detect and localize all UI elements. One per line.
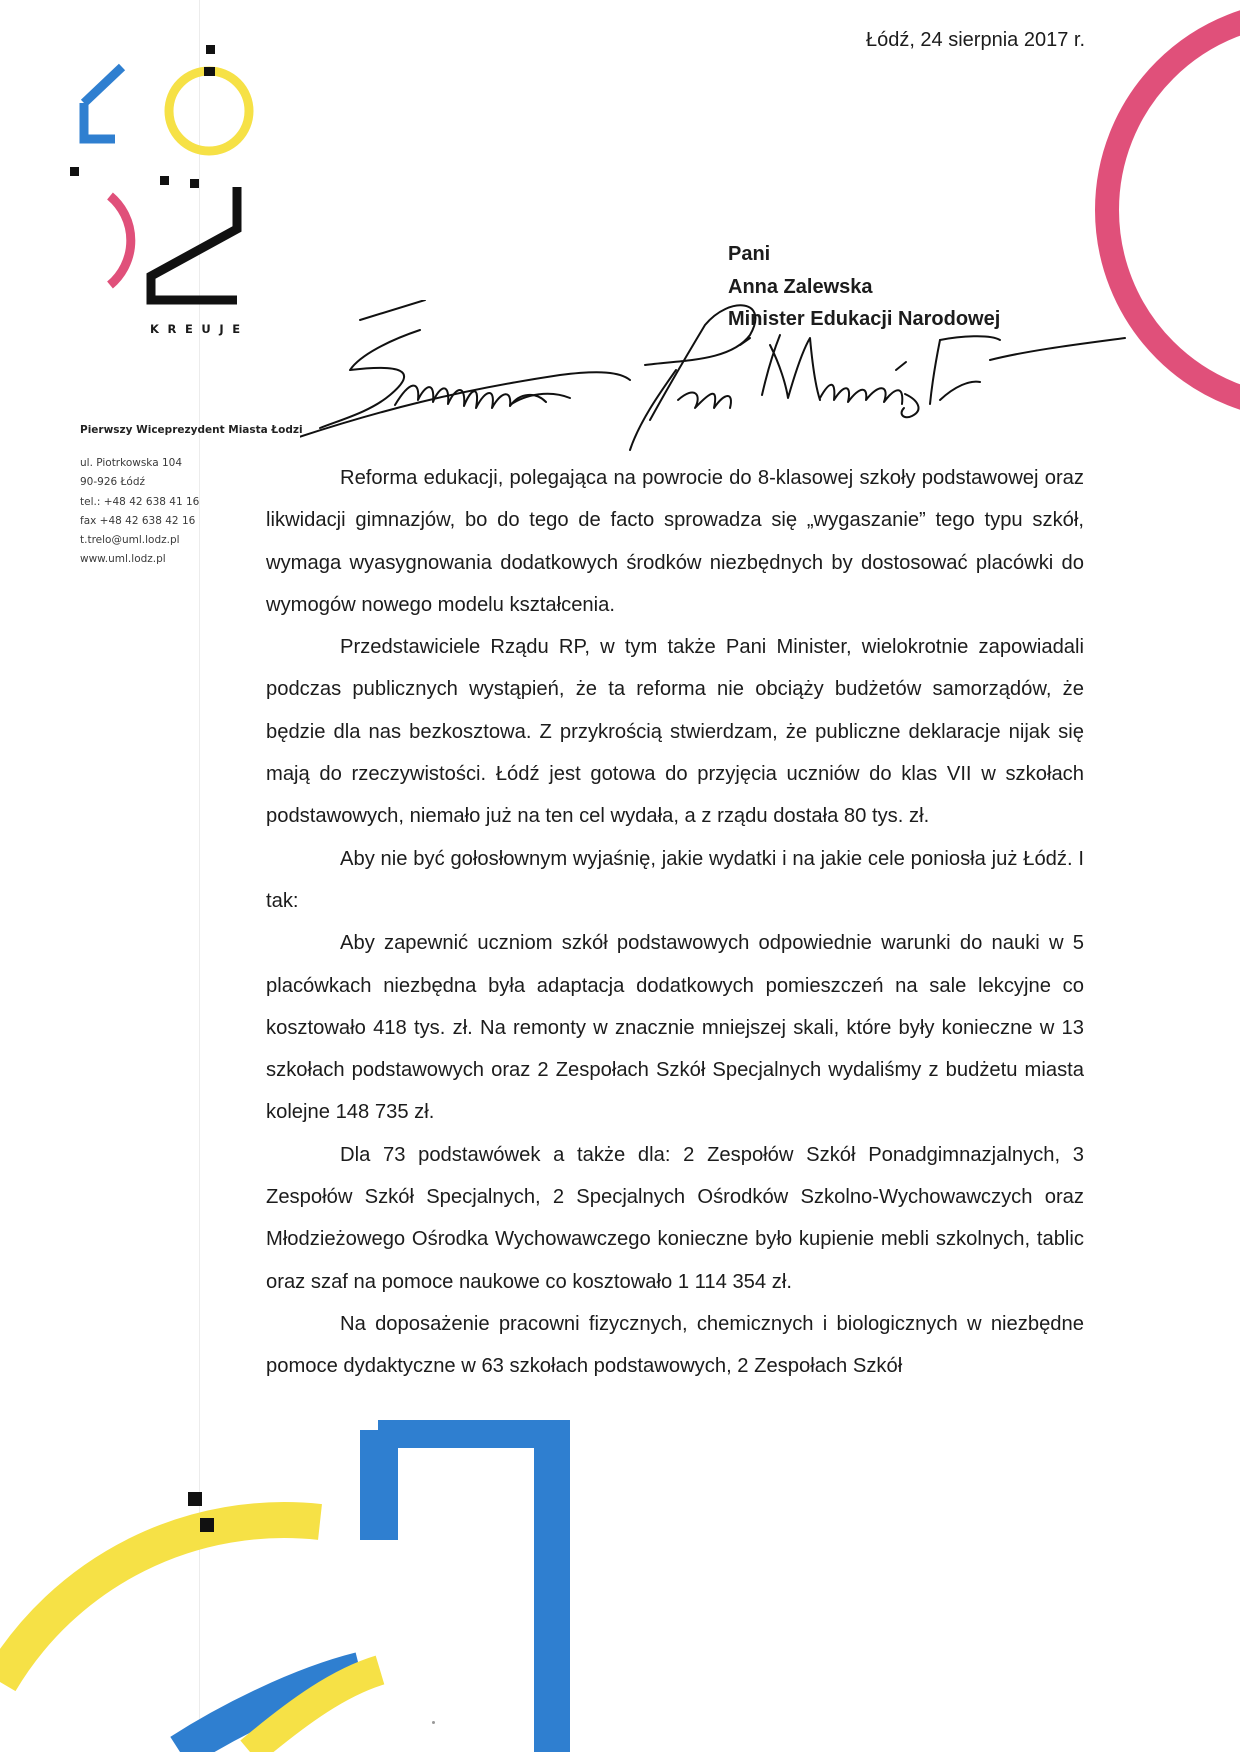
sender-fax: fax +48 42 638 42 16 bbox=[80, 514, 196, 527]
sender-street: ul. Piotrkowska 104 bbox=[80, 457, 183, 469]
logo-wordmark: KREUJE bbox=[150, 322, 249, 336]
body-paragraph: Aby zapewnić uczniom szkół podstawowych odpowiednie warunki do nauki w 5 placówkach niezbędna była adaptacja dodatkowych pomieszczeń na sale lekcyjne co kosztowało 418 tys. zł. Na remonty w znacznie mniejszej skali, które były konieczne w 13 szkołach podstawowych oraz 2 Zespołach Szkół Specjalnych wydaliśmy z budżetu miasta kolejne 148 735 zł. bbox=[266, 932, 1084, 1124]
handwritten-salutation bbox=[300, 300, 1130, 470]
letter-date: Łódź, 24 sierpnia 2017 r. bbox=[865, 29, 1085, 51]
letter-body bbox=[266, 457, 1084, 1388]
sender-website: www.uml.lodz.pl bbox=[80, 553, 166, 566]
scan-speck bbox=[432, 1721, 435, 1724]
body-paragraph: Przedstawiciele Rządu RP, w tym także Pani Minister, wielokrotnie zapowiadali podczas publicznych wystąpień, że ta reforma nie obciąży budżetów samorządów, że będzie dla nas bezkosztowa. Z przykrością stwierdzam, że publiczne deklaracje nijak się mają do rzeczywistości. Łódź jest gotowa do przyjęcia uczniów do klas VII w szkołach podstawowych, niemało już na ten cel wydała, a z rządu dostała 80 tys. zł. bbox=[266, 636, 1084, 828]
recipient-name: Anna Zalewska bbox=[728, 275, 873, 298]
recipient-salutation: Pani bbox=[728, 243, 771, 265]
decorative-letters-bottom bbox=[0, 1420, 1240, 1752]
sender-postal-city: 90-926 Łódź bbox=[80, 476, 146, 489]
sender-title: Pierwszy Wiceprezydent Miasta Łodzi bbox=[80, 424, 303, 436]
body-paragraph: Na doposażenie pracowni fizycznych, chemicznych i biologicznych w niezbędne pomoce dydaktyczne w 63 szkołach podstawowych, 2 Zespołach Szkół bbox=[266, 1312, 1084, 1378]
sender-phone: tel.: +48 42 638 41 16 bbox=[80, 495, 200, 508]
sender-email: t.trelo@uml.lodz.pl bbox=[80, 534, 180, 547]
body-paragraph: Dla 73 podstawówek a także dla: 2 Zespołów Szkół Ponadgimnazjalnych, 3 Zespołów Szkół Specjalnych, 2 Specjalnych Ośrodków Szkolno-Wychowawczych oraz Młodzieżowego Ośrodka Wychowawczego konieczne było kupienie mebli szkolnych, tablic oraz szaf na pomoce naukowe co kosztowało 1 114 354 zł. bbox=[266, 1143, 1084, 1293]
lodz-city-logo-icon bbox=[70, 45, 270, 345]
body-paragraph: Aby nie być gołosłownym wyjaśnię, jakie wydatki i na jakie cele poniosła już Łódź. I tak: bbox=[266, 847, 1084, 912]
recipient-position: Minister Edukacji Narodowej bbox=[728, 308, 1001, 330]
body-paragraph: Reforma edukacji, polegająca na powrocie do 8-klasowej szkoły podstawowej oraz likwidacji gimnazjów, bo do tego de facto sprowadza się „wygaszanie” tego typu szkół, wymaga wyasygnowania dodatkowych środków niezbędnych by dostosować placówki do wymogów nowego modelu kształcenia. bbox=[266, 467, 1084, 616]
